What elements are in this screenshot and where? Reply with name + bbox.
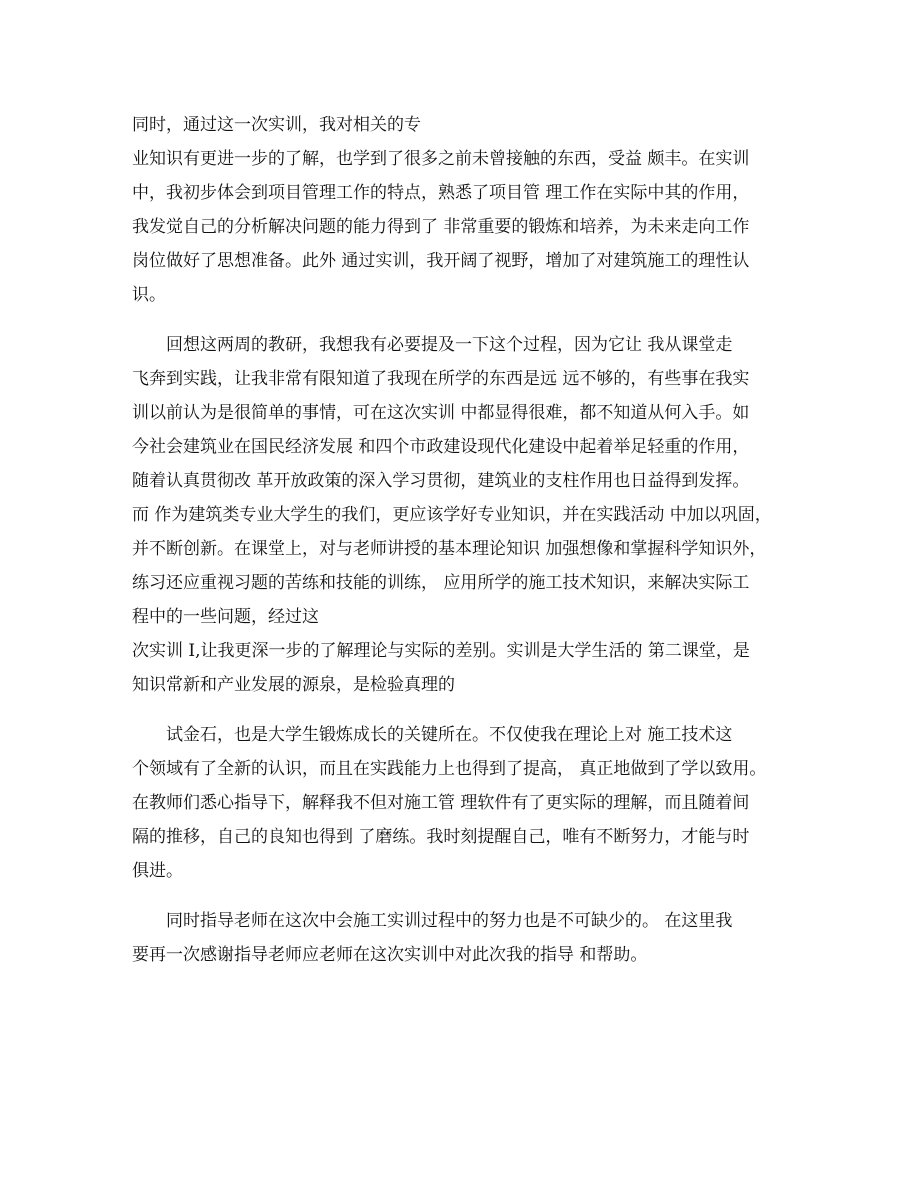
text-line: 同时指导老师在这次中会施工实训过程中的努力也是不可缺少的。 在这里我 <box>166 911 733 931</box>
text-line: 练习还应重视习题的苦练和技能的训练， 应用所学的施工技术知识，来解决实际工 <box>132 573 750 593</box>
paragraph-5 <box>132 904 792 972</box>
text-line: 次实训 I,让我更深一步的了解理论与实际的差别。实训是大学生活的 第二课堂，是 <box>132 641 750 661</box>
text-line: 中，我初步体会到项目管理工作的特点，熟悉了项目管 理工作在实际中其的作用， <box>132 183 750 203</box>
text-line: 今社会建筑业在国民经济发展 和四个市政建设现代化建设中起着举足轻重的作用， <box>132 437 750 457</box>
text-line: 岗位做好了思想准备。此外 通过实训，我开阔了视野，增加了对建筑施工的理性认 <box>132 251 750 271</box>
paragraph-4 <box>132 718 792 888</box>
text-line: 在教师们悉心指导下，解释我不但对施工管 理软件有了更实际的理解，而且随着间 <box>132 793 750 813</box>
text-line: 试金石，也是大学生锻炼成长的关键所在。不仅使我在理论上对 施工技术这 <box>166 725 733 745</box>
text-line: 并不断创新。在课堂上，对与老师讲授的基本理论知识 加强想像和掌握科学知识外， <box>132 539 767 559</box>
text-line: 而 作为建筑类专业大学生的我们，更应该学好专业知识，并在实践活动 中加以巩固， <box>132 505 772 525</box>
text-line: 程中的一些问题，经过这 <box>132 607 319 627</box>
text-line: 隔的推移，自己的良知也得到 了磨练。我时刻提醒自己，唯有不断努力，才能与时 <box>132 827 750 847</box>
text-line: 我发觉自己的分析解决问题的能力得到了 非常重要的锻炼和培养，为未来走向工作 <box>132 217 750 237</box>
text-line: 业知识有更进一步的了解，也学到了很多之前未曾接触的东西，受益 颇丰。在实训 <box>132 149 750 169</box>
text-line: 识。 <box>132 285 166 305</box>
document-body <box>132 108 792 972</box>
paragraph-3 <box>132 634 792 702</box>
text-line: 训以前认为是很简单的事情，可在这次实训 中都显得很难，都不知道从何入手。如 <box>132 403 750 423</box>
paragraph-2 <box>132 328 792 634</box>
text-line: 飞奔到实践，让我非常有限知道了我现在所学的东西是远 远不够的，有些事在我实 <box>132 369 750 389</box>
text-line: 知识常新和产业发展的源泉，是检验真理的 <box>132 675 455 695</box>
paragraph-1 <box>132 108 792 312</box>
text-line: 回想这两周的教研，我想我有必要提及一下这个过程，因为它让 我从课堂走 <box>166 335 733 355</box>
text-line: 要再一次感谢指导老师应老师在这次实训中对此次我的指导 和帮助。 <box>132 945 648 965</box>
text-line: 俱进。 <box>132 861 183 881</box>
text-line: 随着认真贯彻改 革开放政策的深入学习贯彻，建筑业的支柱作用也日益得到发挥。 <box>132 471 750 491</box>
text-line: 个领域有了全新的认识，而且在实践能力上也得到了提高， 真正地做到了学以致用。 <box>132 759 767 779</box>
text-line: 同时，通过这一次实训，我对相关的专 <box>132 115 421 135</box>
